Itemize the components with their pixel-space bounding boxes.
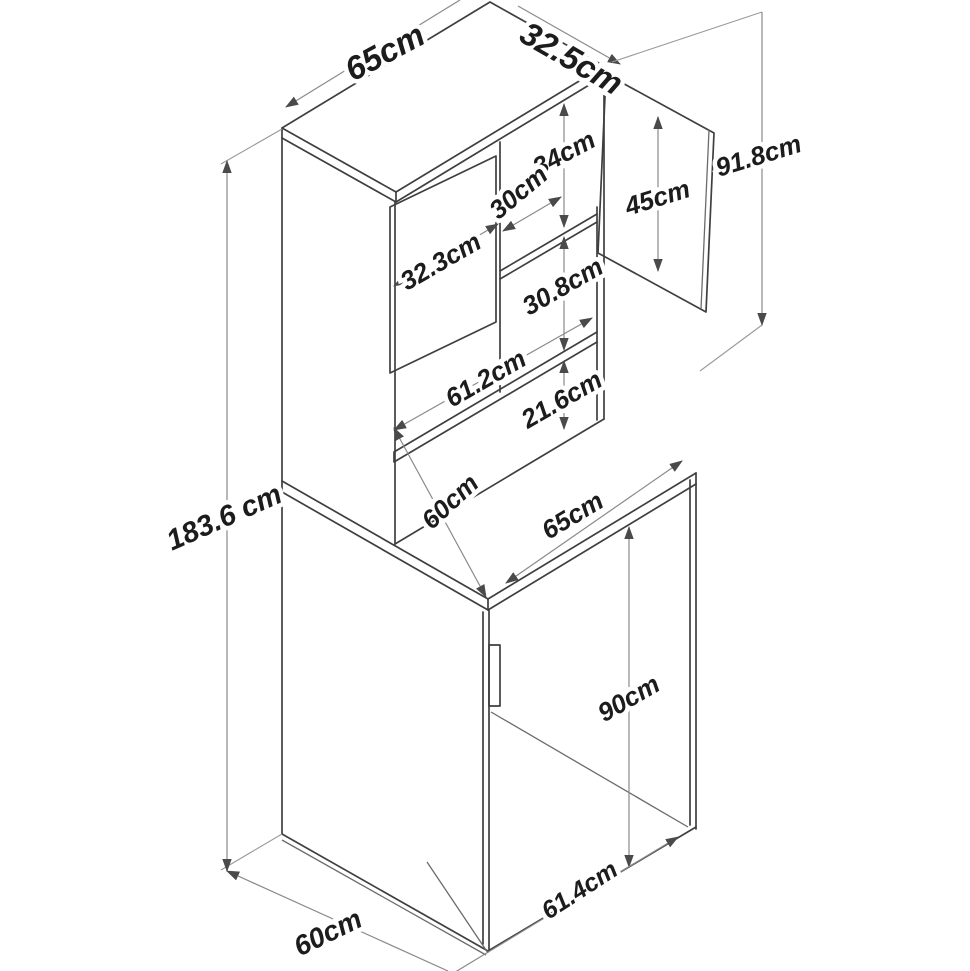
label-counter-width: 65cm (536, 485, 609, 546)
door-handle (489, 645, 500, 706)
counter-top-edges (282, 473, 696, 599)
interior-floor-edge (491, 712, 688, 827)
dim-line-counter-width (506, 461, 682, 583)
label-open-door-height: 45cm (621, 173, 694, 222)
label-upper-compartment: 34cm (527, 124, 601, 182)
cabinet-outline (282, 2, 714, 955)
label-lower-height: 90cm (592, 668, 665, 728)
label-compartment-width: 30cm (483, 159, 554, 225)
label-middle-gap: 30.8cm (516, 251, 609, 322)
label-total-height: 183.6 cm (161, 478, 287, 558)
label-lower-width: 61.4cm (536, 855, 623, 926)
counter-slab-ends (282, 473, 696, 610)
label-top-width: 65cm (338, 15, 431, 88)
label-base-depth: 60cm (288, 902, 367, 963)
label-top-depth: 32.5cm (514, 14, 630, 103)
label-lower-gap: 21.6cm (515, 364, 608, 435)
counter-slab-underside (282, 484, 696, 610)
label-left-door-width: 32.3cm (394, 226, 487, 297)
label-shelf-width: 61.2cm (439, 343, 532, 414)
label-upper-height: 91.8cm (711, 128, 805, 183)
label-counter-depth: 60cm (415, 467, 485, 536)
